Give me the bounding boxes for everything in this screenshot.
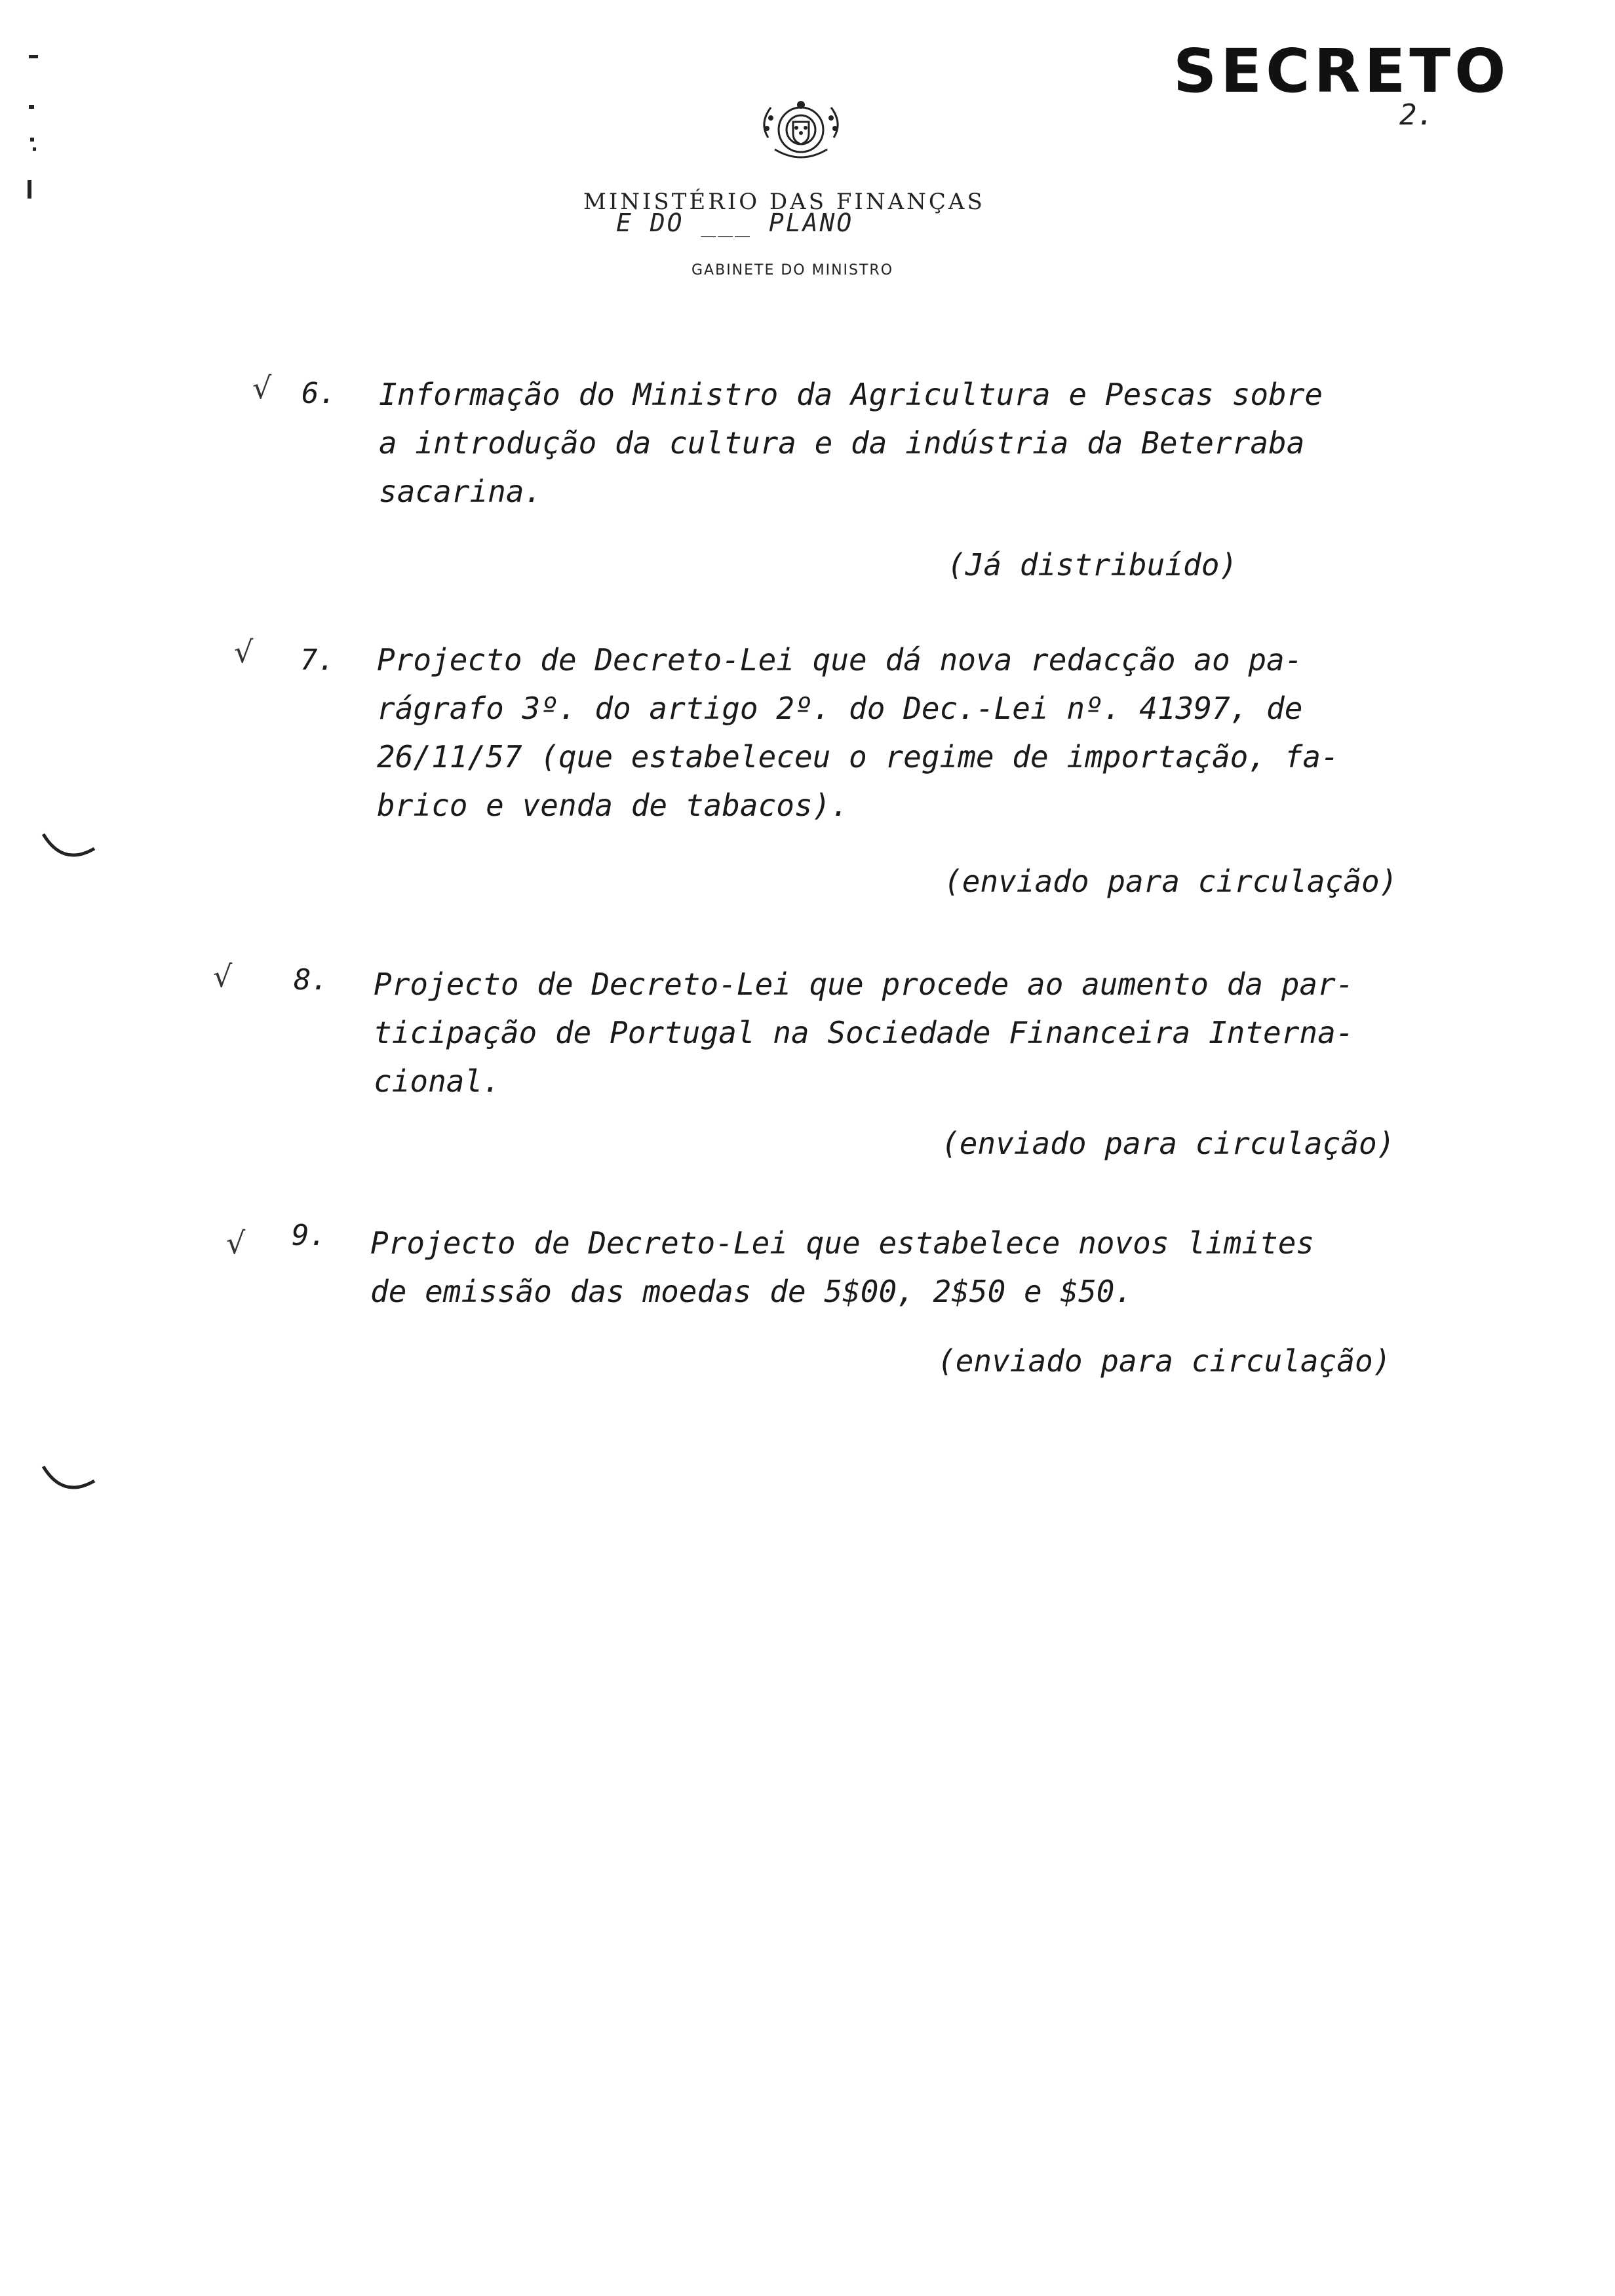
item-number: 7. xyxy=(300,643,335,677)
item-note: (enviado para circulação) xyxy=(944,864,1398,899)
office-name: GABINETE DO MINISTRO xyxy=(691,262,894,278)
margin-arc-mark xyxy=(39,829,98,868)
item-text: Projecto de Decreto-Lei que estabelece novos limites de emissão das moedas de 5$00, 2$50 e $50. xyxy=(370,1225,1315,1309)
margin-arc-mark xyxy=(39,1461,98,1501)
item-text: Projecto de Decreto-Lei que procede ao aumento da par- ticipação de Portugal na Sociedade Financeira Interna- cional. xyxy=(374,966,1354,1099)
checkmark: √ xyxy=(234,634,254,670)
item-note: (Já distribuído) xyxy=(947,547,1238,583)
page-number: 2. xyxy=(1399,98,1434,132)
ministry-name-continued: E DO ___ PLANO xyxy=(616,208,854,237)
item-number: 6. xyxy=(302,377,336,410)
item-number: 9. xyxy=(292,1219,326,1252)
item-text: Informação do Ministro da Agricultura e Pescas sobre a introdução da cultura e da indústria da Beterraba sacarina. xyxy=(379,377,1323,509)
item-number: 8. xyxy=(294,963,328,997)
margin-specks xyxy=(20,46,46,203)
item-note: (enviado para circulação) xyxy=(941,1126,1395,1161)
checkmark: √ xyxy=(213,959,233,994)
secret-stamp: SECRETO xyxy=(1173,36,1510,106)
coat-of-arms-icon xyxy=(755,98,847,170)
ministry-name: MINISTÉRIO DAS FINANÇAS xyxy=(583,189,985,215)
checkmark: √ xyxy=(226,1225,246,1261)
item-note: (enviado para circulação) xyxy=(937,1343,1391,1379)
item-text: Projecto de Decreto-Lei que dá nova redacção ao pa- rágrafo 3º. do artigo 2º. do Dec.-Lei nº. 41397, de 26/11/57 (que estabeleceu o regime de importação, fa- brico e venda de tabacos). xyxy=(377,642,1339,823)
checkmark: √ xyxy=(252,370,272,406)
